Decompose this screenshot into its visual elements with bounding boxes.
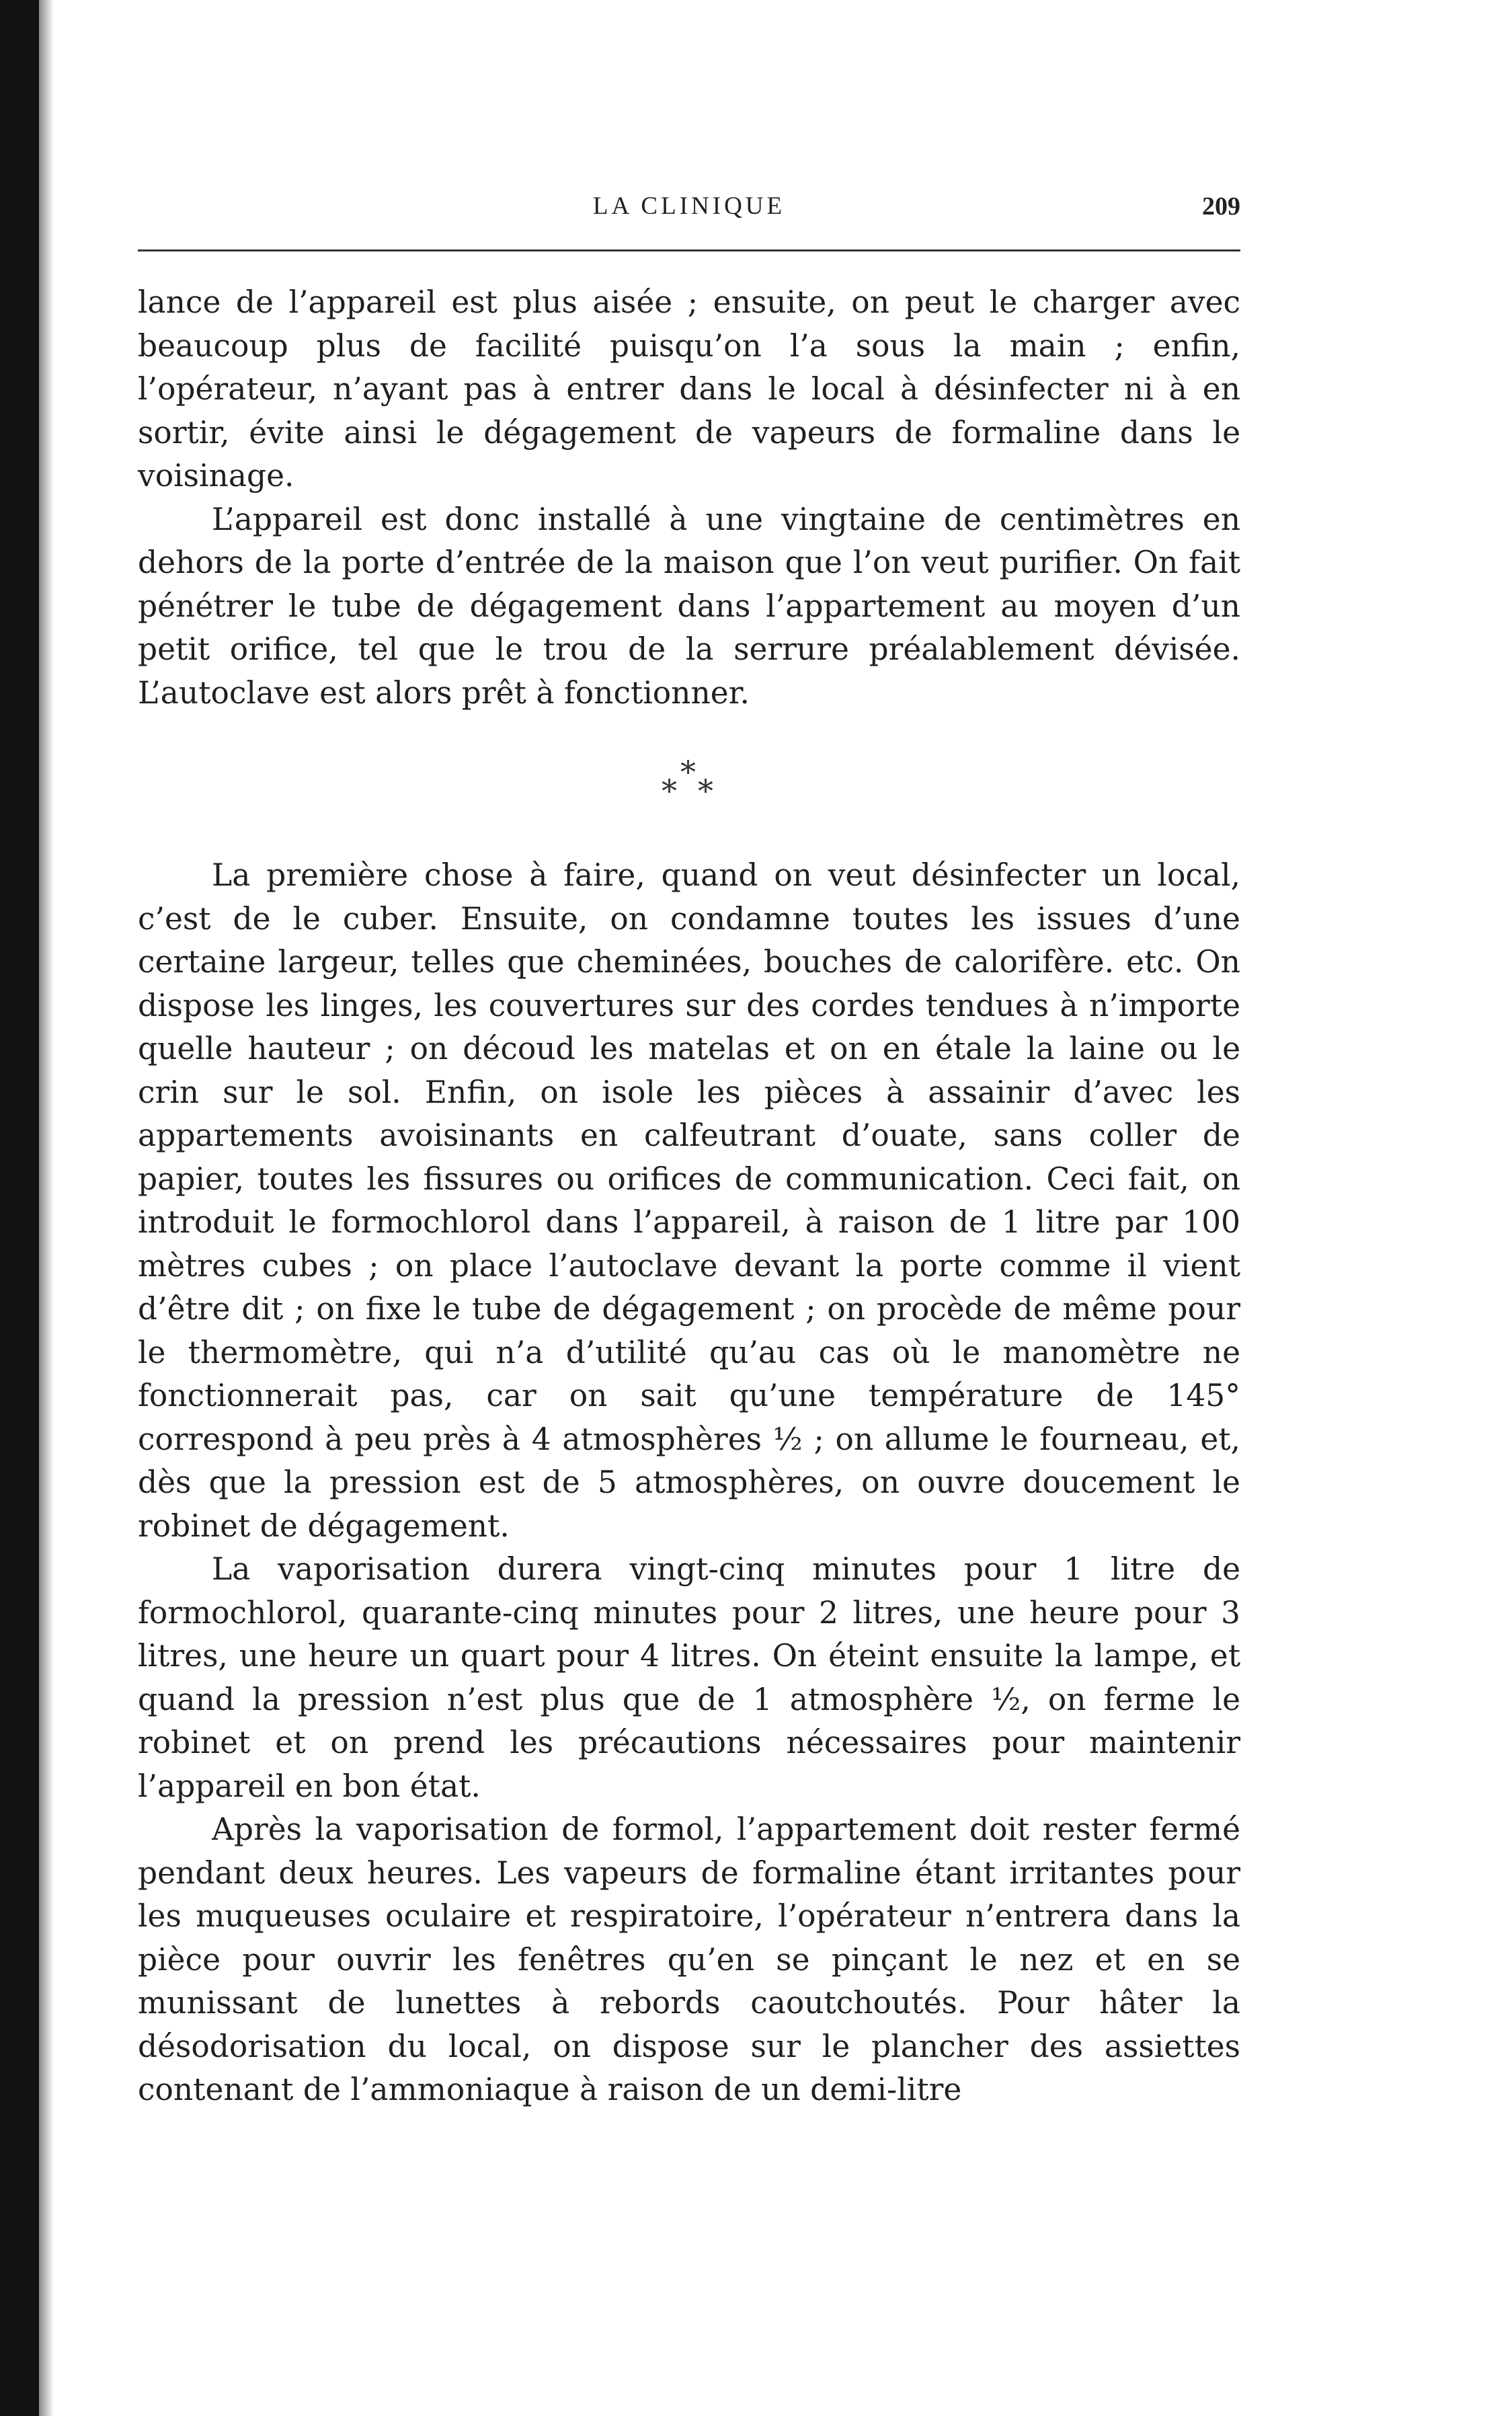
running-header [138,192,1240,232]
header-rule [138,249,1240,251]
paragraph-procedure: La première chose à faire, quand on veut désinfecter un local, c’est de le cuber. Ensuite, on condamne toutes les issues d’une certaine largeur, telles que cheminées, bouches de calorifère. etc. On dispose les linges, les couvertures sur des cordes tendues à n’importe quelle hauteur ; on découd les matelas et on en étale la laine ou le crin sur le sol. Enfin, on isole les pièces à assainir d’avec les appartements avoisinants en calfeutrant d’ouate, sans coller de papier, toutes les fissures ou orifices de communication. Ceci fait, on introduit le formochlorol dans l’appareil, à raison de 1 litre par 100 mètres cubes ; on place l’autoclave devant la porte comme il vient d’être dit ; on fixe le tube de dégagement ; on procède de même pour le thermomètre, qui n’a d’utilité qu’au cas où le manomètre ne fonctionnerait pas, car on sait qu’une température de 145° correspond à peu près à 4 atmosphères ½ ; on allume le fourneau, et, dès que la pression est de 5 atmosphères, on ouvre doucement le robinet de dégagement. [138,857,1240,1544]
asterism-icon: * * * [662,754,715,809]
section-separator [138,754,1240,810]
book-page [138,192,1240,2112]
paragraph-vaporisation: La vaporisation durera vingt-cinq minutes pour 1 litre de formochlorol, quarante-cinq minutes pour 2 litres, une heure pour 3 litres, une heure un quart pour 4 litres. On éteint ensuite la lampe, et quand la pression n’est plus que de 1 atmosphère ½, on ferme le robinet et on prend les précautions nécessaires pour maintenir l’appareil en bon état. [138,1551,1240,1804]
paragraph-installation: L’appareil est donc installé à une vingtaine de centimètres en dehors de la porte d’entrée de la maison que l’on veut purifier. On fait pénétrer le tube de dégagement dans l’appartement au moyen d’un petit orifice, tel que le trou de la serrure préalablement dévisée. L’autoclave est alors prêt à fonctionner. [138,501,1240,711]
page-number: 209 [1202,192,1240,221]
paragraph-after-vaporisation: Après la vaporisation de formol, l’appartement doit rester fermé pendant deux heures. Les vapeurs de formaline étant irritantes pour les muqueuses oculaire et respiratoire, l’opérateur n’entrera dans la pièce pour ouvrir les fenêtres qu’en se pinçant le nez et en se munissant de lunettes à rebords caoutchoutés. Pour hâter la désodorisation du local, on dispose sur le plancher des assiettes contenant de l’ammoniaque à raison de un demi-litre [138,1811,1240,2107]
book-binding-edge [0,0,39,2416]
running-title: LA CLINIQUE [592,192,786,220]
paragraph-continued: lance de l’appareil est plus aisée ; ensuite, on peut le charger avec beaucoup plus de facilité puisqu’on l’a sous la main ; enfin, l’opérateur, n’ayant pas à entrer dans le local à désinfecter ni à en sortir, évite ainsi le dégagement de vapeurs de formaline dans le voisinage. [138,284,1240,494]
binding-shadow [39,0,54,2416]
